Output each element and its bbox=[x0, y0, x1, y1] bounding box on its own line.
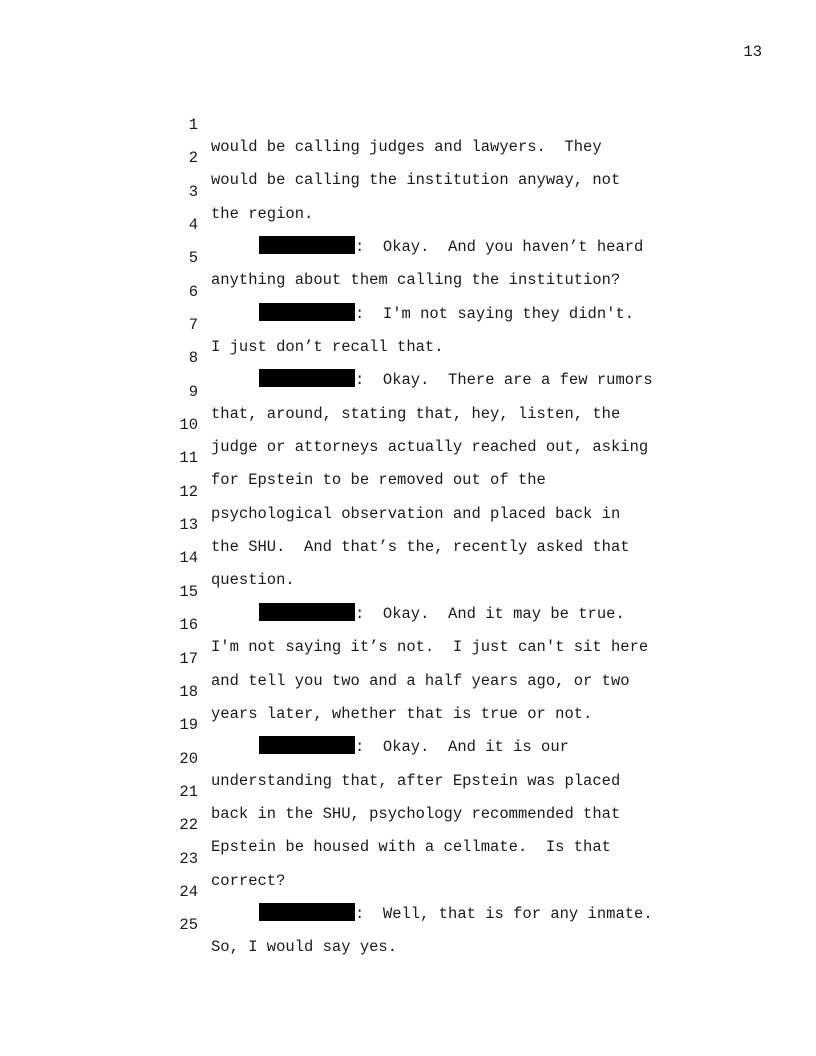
line-text: : Okay. And you haven’t heard bbox=[355, 238, 644, 257]
transcript-line bbox=[170, 359, 690, 423]
line-text: years later, whether that is true or not. bbox=[211, 704, 593, 723]
transcript-line bbox=[170, 392, 690, 457]
line-text: the SHU. And that’s the, recently asked that bbox=[211, 538, 630, 557]
line-number: 3 bbox=[188, 182, 198, 201]
line-text: : Okay. And it is our bbox=[355, 738, 569, 757]
line-number: 25 bbox=[179, 916, 198, 935]
transcript-line bbox=[170, 92, 690, 156]
line-number: 15 bbox=[179, 582, 198, 601]
line-text: I just don’t recall that. bbox=[211, 338, 444, 357]
line-number: 14 bbox=[179, 549, 198, 568]
line-text: : I'm not saying they didn't. bbox=[355, 304, 635, 323]
line-text: correct? bbox=[211, 871, 286, 890]
line-text: : Okay. There are a few rumors bbox=[355, 371, 653, 390]
line-number: 19 bbox=[179, 716, 198, 735]
line-text: would be calling the institution anyway, not bbox=[211, 171, 621, 190]
line-text: the region. bbox=[211, 204, 314, 223]
line-text: back in the SHU, psychology recommended that bbox=[211, 804, 621, 823]
transcript-line bbox=[170, 626, 690, 690]
transcript-line-speaker bbox=[170, 692, 690, 757]
transcript-line-speaker bbox=[170, 259, 690, 323]
line-number: 4 bbox=[188, 216, 198, 235]
line-text: So, I would say yes. bbox=[211, 938, 398, 957]
line-text: would be calling judges and lawyers. They bbox=[211, 138, 602, 156]
transcript-line bbox=[170, 292, 690, 357]
transcript-line bbox=[170, 425, 690, 490]
line-text: that, around, stating that, hey, listen, the bbox=[211, 404, 621, 423]
line-number: 16 bbox=[179, 616, 198, 635]
line-number: 17 bbox=[179, 649, 198, 668]
line-number: 1 bbox=[188, 116, 198, 134]
line-number: 24 bbox=[179, 882, 198, 901]
line-number: 18 bbox=[179, 682, 198, 701]
line-text: judge or attorneys actually reached out, asking bbox=[211, 438, 649, 457]
line-number: 7 bbox=[188, 316, 198, 335]
line-text: I'm not saying it’s not. I just can't sit here bbox=[211, 638, 649, 657]
line-text: for Epstein to be removed out of the bbox=[211, 471, 546, 490]
transcript-line bbox=[170, 826, 690, 890]
line-number: 20 bbox=[179, 749, 198, 768]
line-number: 11 bbox=[179, 449, 198, 468]
page-number: 13 bbox=[743, 43, 762, 61]
transcript-line bbox=[170, 459, 690, 523]
transcript-body bbox=[170, 92, 690, 957]
line-number: 9 bbox=[188, 382, 198, 401]
transcript-line bbox=[170, 726, 690, 790]
transcript-line bbox=[170, 592, 690, 657]
line-number: 22 bbox=[179, 816, 198, 835]
transcript-line bbox=[170, 159, 690, 223]
transcript-line-speaker bbox=[170, 192, 690, 257]
line-text: and tell you two and a half years ago, or two bbox=[211, 671, 630, 690]
line-text: Epstein be housed with a cellmate. Is that bbox=[211, 838, 611, 857]
line-number: 12 bbox=[179, 482, 198, 501]
line-text: anything about them calling the institution? bbox=[211, 271, 621, 290]
line-number: 6 bbox=[188, 282, 198, 301]
transcript-line bbox=[170, 525, 690, 590]
transcript-line bbox=[170, 492, 690, 557]
transcript-line bbox=[170, 792, 690, 857]
transcript-line bbox=[170, 225, 690, 290]
transcript-line-speaker bbox=[170, 559, 690, 623]
line-text: understanding that, after Epstein was placed bbox=[211, 771, 621, 790]
line-text: question. bbox=[211, 571, 295, 590]
transcript-line-speaker bbox=[170, 859, 690, 923]
line-text: psychological observation and placed back in bbox=[211, 504, 621, 523]
transcript-line bbox=[170, 659, 690, 723]
line-number: 21 bbox=[179, 782, 198, 801]
transcript-line bbox=[170, 759, 690, 823]
line-text: : Well, that is for any inmate. bbox=[355, 904, 653, 923]
line-number: 23 bbox=[179, 849, 198, 868]
transcript-line bbox=[170, 125, 690, 190]
line-number: 13 bbox=[179, 516, 198, 535]
transcript-line-speaker bbox=[170, 325, 690, 390]
line-number: 8 bbox=[188, 349, 198, 368]
line-text: : Okay. And it may be true. bbox=[355, 604, 625, 623]
line-number: 5 bbox=[188, 249, 198, 268]
line-number: 10 bbox=[179, 416, 198, 435]
line-number: 2 bbox=[188, 149, 198, 168]
transcript-line bbox=[170, 892, 690, 957]
